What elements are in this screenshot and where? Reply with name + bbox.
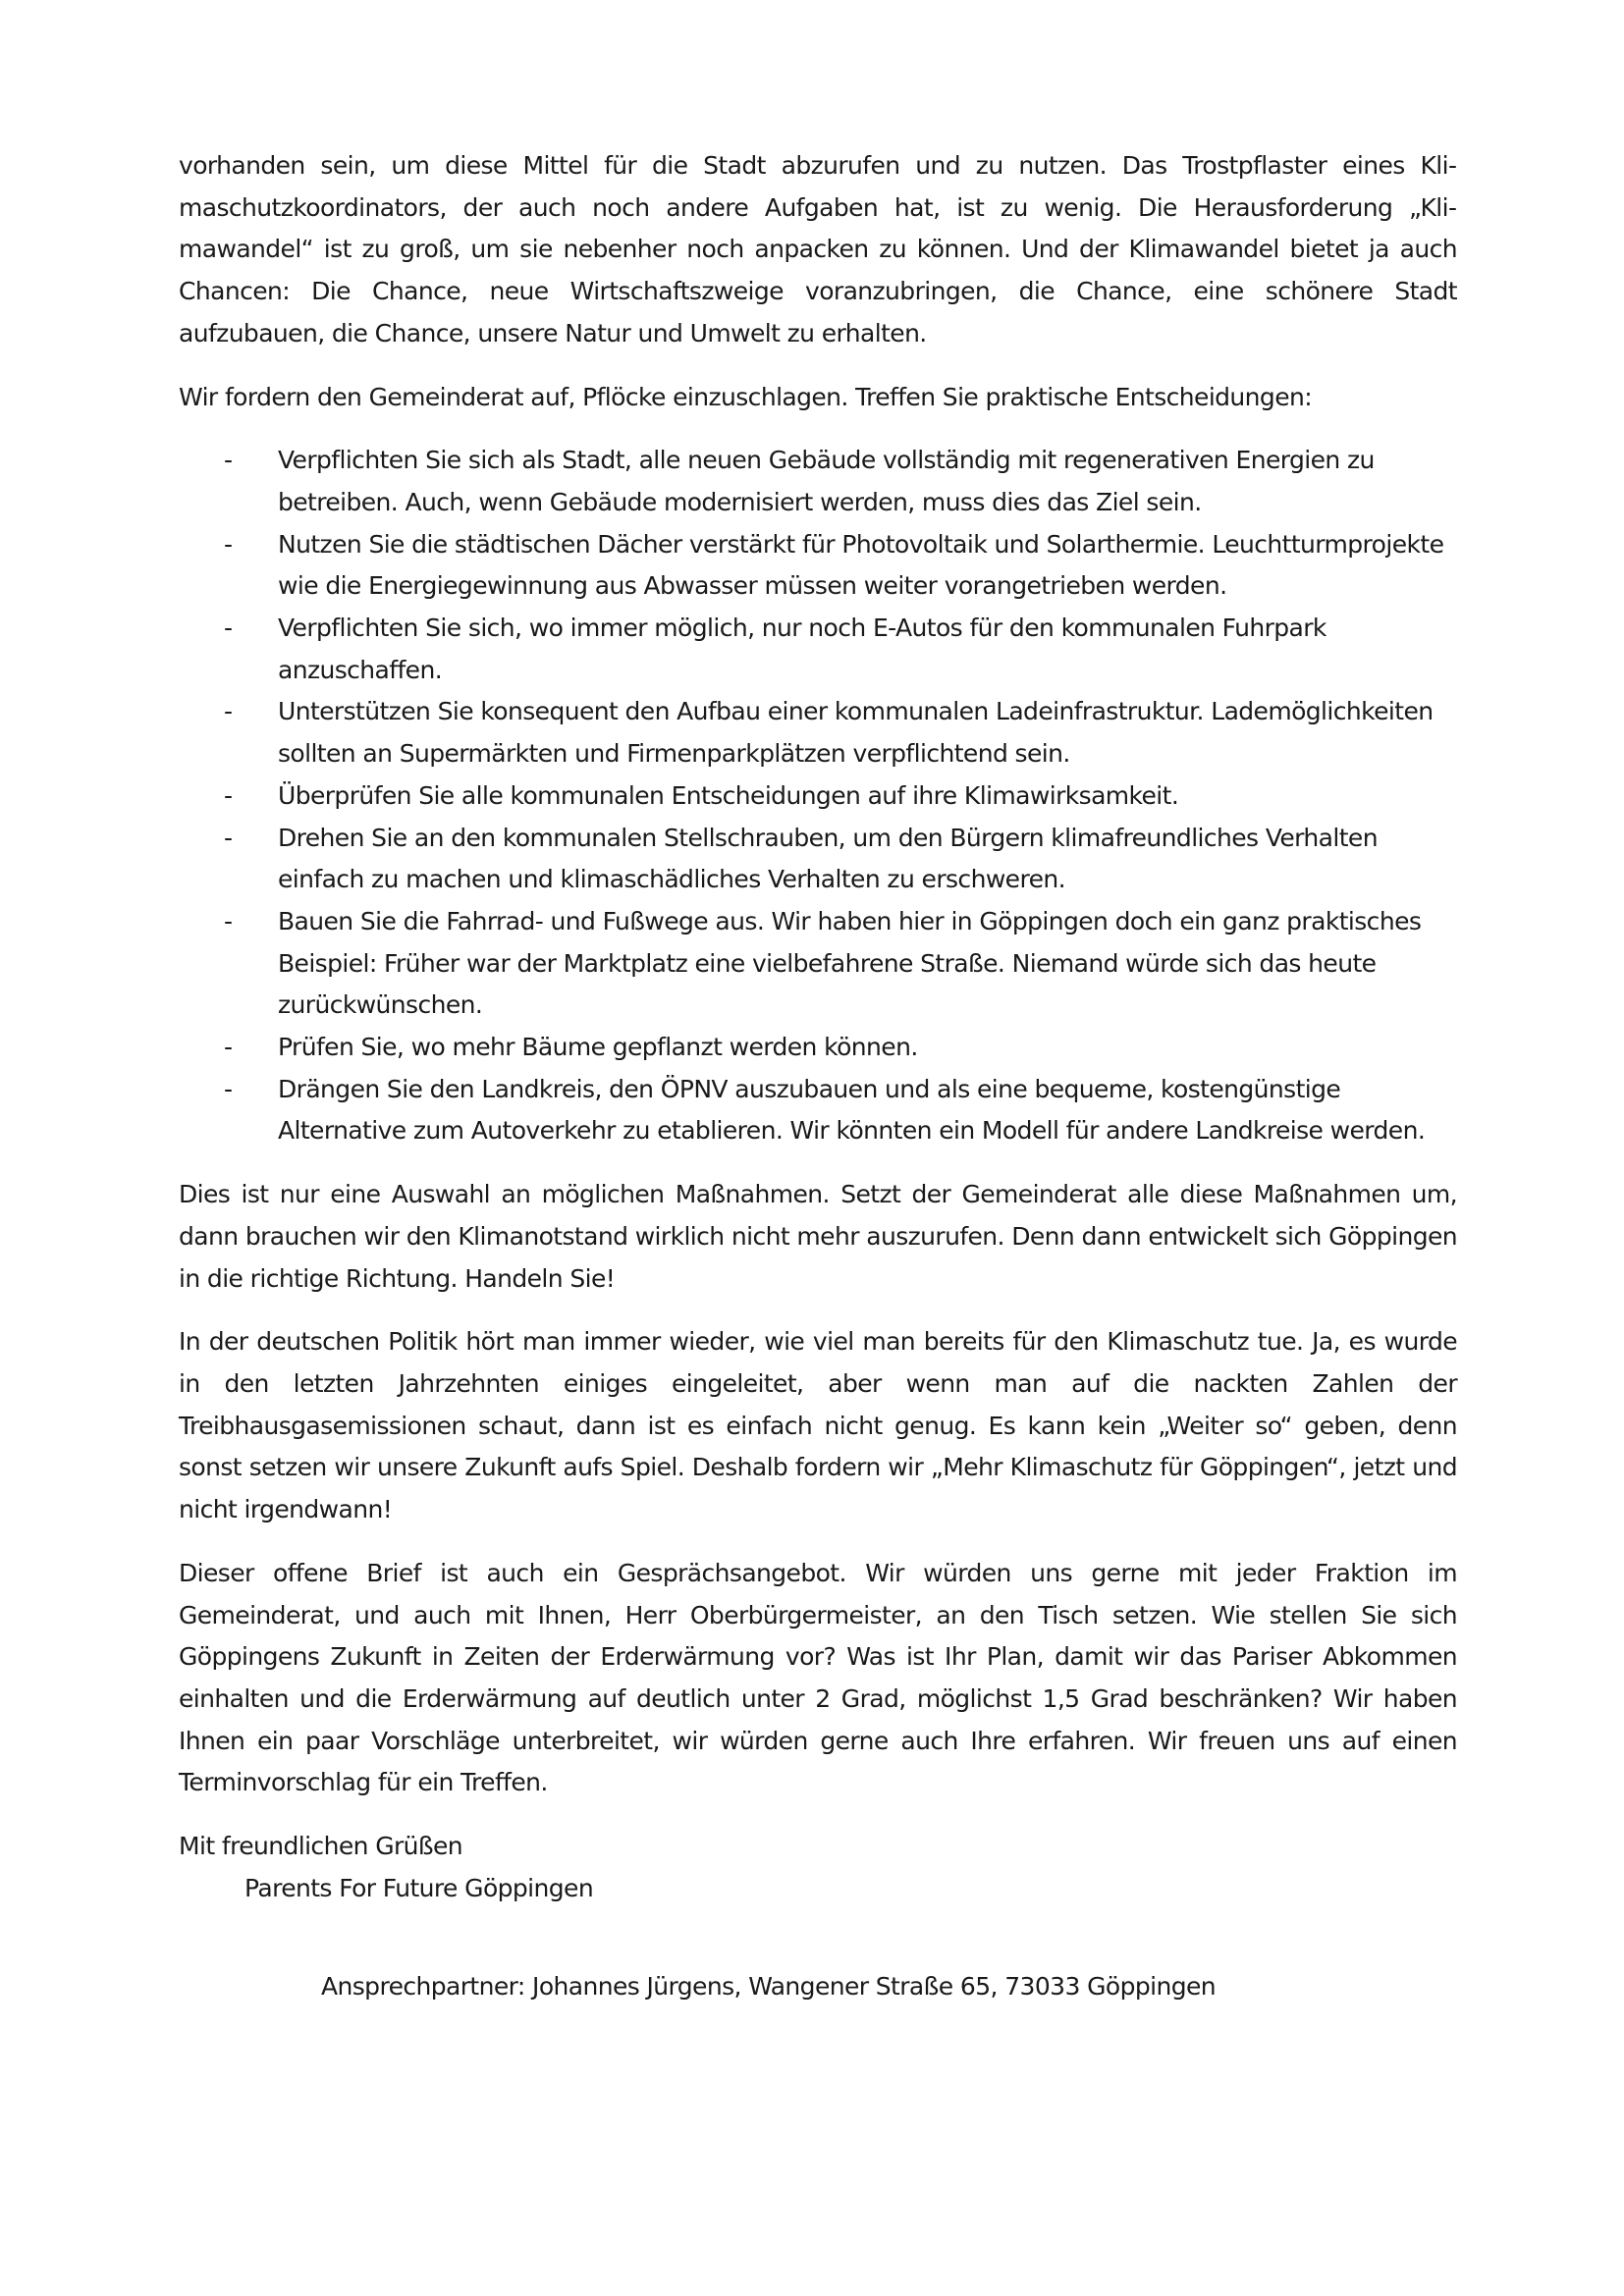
demands-intro: Wir fordern den Gemeinderat auf, Pflöcke einzuschlagen. Treffen Sie praktische Entscheidungen: <box>179 382 1313 411</box>
list-item-text: Verpflichten Sie sich, wo immer möglich, nur noch E-Autos für den kommunalen Fuhrpark anzuschaffen. <box>278 614 1326 684</box>
bullet-dash: - <box>224 780 233 810</box>
bullet-dash: - <box>224 529 233 559</box>
list-item-text: Überprüfen Sie alle kommunalen Entscheidungen auf ihre Klimawirksamkeit. <box>278 780 1179 810</box>
bullet-dash: - <box>224 697 233 726</box>
bullet-dash: - <box>224 614 233 643</box>
bullet-dash: - <box>224 823 233 852</box>
list-item <box>179 1069 1457 1152</box>
signer-name: Parents For Future Göppingen <box>244 1873 594 1902</box>
demands-list <box>179 440 1457 1152</box>
list-item-text: Drängen Sie den Landkreis, den ÖPNV auszubauen und als eine bequeme, kostengünstige Alternative zum Autoverkehr zu etablieren. Wir könnten ein Modell für andere Landkreise werden. <box>278 1074 1426 1146</box>
letter-page <box>179 145 1457 2008</box>
list-item-text: Prüfen Sie, wo mehr Bäume gepflanzt werden können. <box>278 1033 918 1062</box>
bullet-dash: - <box>224 906 233 935</box>
list-item <box>179 1027 1457 1069</box>
list-item <box>179 901 1457 1027</box>
bullet-dash: - <box>224 446 233 475</box>
list-item <box>179 440 1457 523</box>
list-item-text: Verpflichten Sie sich als Stadt, alle neuen Gebäude vollständig mit regenerativen Energien zu betreiben. Auch, wenn Gebäude modernisiert werden, muss dies das Ziel sein. <box>278 446 1375 516</box>
body-paragraph: Dieser offene Brief ist auch ein Gesprächsangebot. Wir würden uns gerne mit jeder Fraktion im Gemeinderat, und auch mit Ihnen, Herr Oberbürgermeister, an den Tisch setzen. Wie stellen Sie sich Göppingens Zukunft in Zeiten der Erderwärmung vor? Was ist Ihr Plan, damit wir das Pariser Abkommen einhalten und die Erderwärmung auf deutlich unter 2 Grad, möglichst 1,5 Grad beschränken? Wir haben Ihnen ein paar Vorschläge unterbreitet, wir würden gerne auch Ihre erfahren. Wir freuen uns auf einen Terminvorschlag für ein Treffen. <box>179 1558 1457 1797</box>
list-item <box>179 691 1457 774</box>
bullet-dash: - <box>224 1074 233 1103</box>
list-item-text: Bauen Sie die Fahrrad- und Fußwege aus. Wir haben hier in Göppingen doch ein ganz praktisches Beispiel: Früher war der Marktplatz eine vielbefahrene Straße. Niemand würde sich das heute zurückwünschen. <box>278 906 1422 1020</box>
bullet-dash: - <box>224 1033 233 1062</box>
body-paragraph: Dies ist nur eine Auswahl an möglichen Maßnahmen. Setzt der Gemeinderat alle diese Maßnahmen um, dann brauchen wir den Klimanotstand wirklich nicht mehr auszurufen. Denn dann entwickelt sich Göppingen in die richtige Richtung. Handeln Sie! <box>179 1180 1457 1293</box>
list-item <box>179 608 1457 691</box>
list-item <box>179 524 1457 608</box>
contact-line: Ansprechpartner: Johannes Jürgens, Wangener Straße 65, 73033 Göppingen <box>321 1972 1216 2002</box>
body-paragraph: vorhanden sein, um diese Mittel für die Stadt abzurufen und zu nutzen. Das Trostpflaster eines Klimaschutzkoordinators, der auch noch andere Aufgaben hat, ist zu wenig. Die Herausforderung „Klimawandel“ ist zu groß, um sie nebenher noch anpacken zu können. Und der Klimawandel bietet ja auch Chancen: Die Chance, neue Wirtschaftszweige voranzubringen, die Chance, eine schönere Stadt aufzubauen, die Chance, unsere Natur und Umwelt zu erhalten. <box>179 151 1457 347</box>
list-item-text: Nutzen Sie die städtischen Dächer verstärkt für Photovoltaik und Solarthermie. Leuchtturmprojekte wie die Energiegewinnung aus Abwasser müssen weiter vorangetrieben werden. <box>278 529 1444 601</box>
list-item-text: Drehen Sie an den kommunalen Stellschrauben, um den Bürgern klimafreundliches Verhalten einfach zu machen und klimaschädliches Verhalten zu erschweren. <box>278 823 1378 894</box>
closing-salutation: Mit freundlichen Grüßen <box>179 1832 463 1861</box>
list-item-text: Unterstützen Sie konsequent den Aufbau einer kommunalen Ladeinfrastruktur. Lademöglichkeiten sollten an Supermärkten und Firmenparkplätzen verpflichtend sein. <box>278 697 1434 769</box>
list-item <box>179 775 1457 818</box>
list-item <box>179 818 1457 901</box>
body-paragraph: In der deutschen Politik hört man immer wieder, wie viel man bereits für den Klimaschutz tue. Ja, es wurde in den letzten Jahrzehnten einiges eingeleitet, aber wenn man auf die nackten Zahlen der Treibhausgasemissionen schaut, dann ist es einfach nicht genug. Es kann kein „Weiter so“ geben, denn sonst setzen wir unsere Zukunft aufs Spiel. Deshalb fordern wir „Mehr Klimaschutz für Göppingen“, jetzt und nicht irgendwann! <box>179 1327 1457 1524</box>
